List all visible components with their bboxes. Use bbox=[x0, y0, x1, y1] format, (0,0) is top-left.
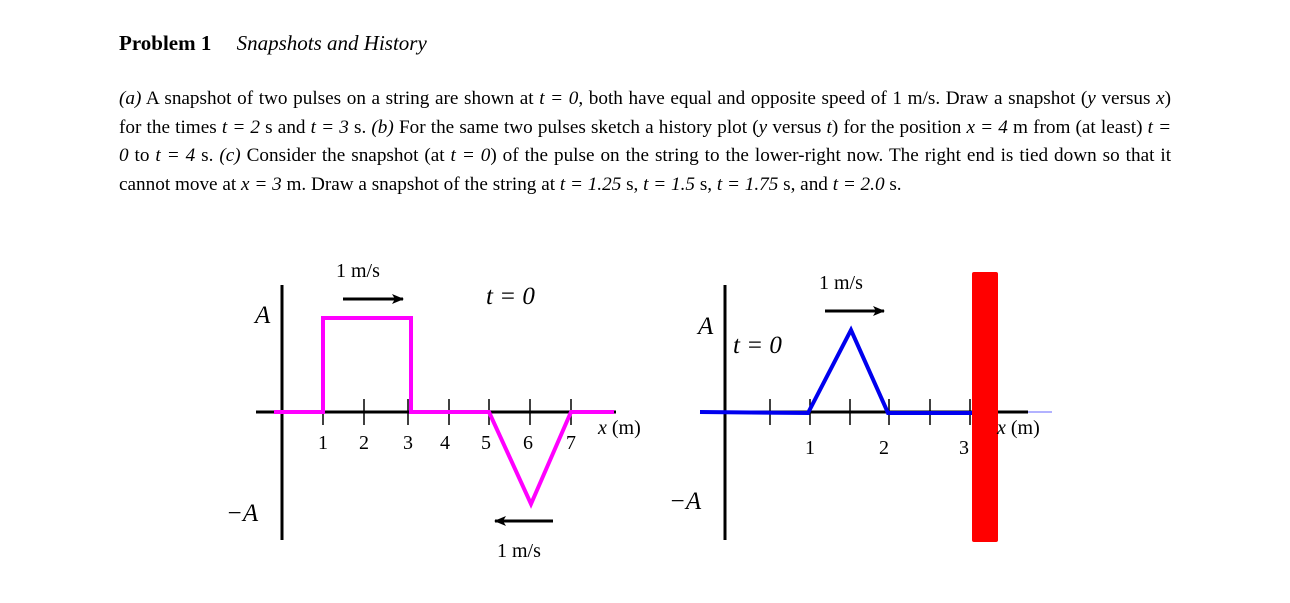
left-speed-left-label: 1 m/s bbox=[497, 540, 541, 562]
text-segment: ) of the pulse on the string to the lower-right now. The right end is tied down so that it cannot move at bbox=[119, 145, 1172, 195]
left-x-axis-label bbox=[597, 417, 641, 439]
tick-label-4: 4 bbox=[440, 432, 450, 454]
right-time-label: t = 0 bbox=[733, 332, 782, 359]
math: t = 4 bbox=[155, 145, 196, 166]
left-time-label: t = 0 bbox=[486, 283, 535, 310]
right-speed-label: 1 m/s bbox=[819, 272, 863, 294]
text-segment: s and bbox=[260, 116, 311, 138]
text-segment: s, bbox=[621, 173, 644, 195]
tick-label-3: 3 bbox=[403, 432, 413, 454]
text-segment: versus bbox=[767, 116, 827, 138]
part-b-label: (b) bbox=[371, 116, 394, 138]
right-y-neg-label: −A bbox=[669, 488, 702, 515]
text-segment: , both have equal and opposite speed of 1 m/s. Draw a snapshot ( bbox=[578, 88, 1088, 109]
text-segment: ) for the times bbox=[119, 88, 1172, 138]
math: t = 0 bbox=[119, 116, 1172, 166]
right-figure bbox=[669, 272, 1052, 542]
math: x = 4 bbox=[966, 116, 1008, 138]
math: t = 2.0 bbox=[832, 173, 885, 195]
left-y-neg-label: −A bbox=[226, 500, 259, 527]
figures bbox=[0, 255, 1290, 575]
text-segment: s, bbox=[695, 173, 717, 195]
part-a-label: (a) bbox=[119, 88, 142, 109]
math: x bbox=[1156, 88, 1165, 109]
text-segment: m. Draw a snapshot of the string at bbox=[281, 173, 560, 195]
left-speed-right-label: 1 m/s bbox=[336, 260, 380, 282]
tick-label-5: 5 bbox=[481, 432, 491, 454]
tick-label-6: 6 bbox=[523, 432, 533, 454]
math: t = 0 bbox=[450, 145, 491, 166]
left-figure bbox=[226, 260, 641, 562]
math: t = 2 bbox=[221, 116, 261, 138]
text-segment: A snapshot of two pulses on a string are shown at bbox=[141, 88, 540, 109]
math: t = 1.75 bbox=[716, 173, 779, 195]
tick-label-2: 2 bbox=[359, 432, 369, 454]
text-segment: Consider the snapshot (at bbox=[240, 145, 451, 166]
math: t = 3 bbox=[310, 116, 349, 138]
right-tick-label-3: 3 bbox=[959, 437, 969, 459]
math: y bbox=[758, 116, 768, 138]
text-segment: m from (at least) bbox=[1007, 116, 1148, 138]
math: t = 1.25 bbox=[559, 173, 622, 195]
text-segment: For the same two pulses sketch a history plot ( bbox=[393, 116, 759, 138]
text-segment: to bbox=[128, 145, 156, 166]
math: t bbox=[826, 116, 832, 138]
math: y bbox=[1087, 88, 1096, 109]
tick-label-7: 7 bbox=[566, 432, 576, 454]
left-y-pos-label: A bbox=[255, 302, 271, 329]
x-unit: (m) bbox=[1005, 417, 1040, 439]
problem-statement bbox=[119, 85, 1171, 199]
right-tick-label-2: 2 bbox=[879, 437, 889, 459]
right-tick-label-1: 1 bbox=[805, 437, 815, 459]
text-segment: versus bbox=[1095, 88, 1157, 109]
part-c-label: (c) bbox=[219, 145, 241, 166]
fixed-wall bbox=[972, 272, 998, 542]
x-var: x bbox=[598, 417, 607, 439]
math: x = 3 bbox=[241, 173, 282, 195]
problem-header bbox=[119, 31, 427, 56]
text-segment: s. bbox=[348, 116, 372, 138]
x-var: x bbox=[997, 417, 1006, 439]
right-x-axis-label bbox=[996, 417, 1040, 439]
text-segment: ) for the position bbox=[831, 116, 967, 138]
text-segment: s, and bbox=[778, 173, 833, 195]
text-segment: s. bbox=[195, 145, 220, 166]
math: t = 1.5 bbox=[643, 173, 696, 195]
problem-label: Problem 1 bbox=[119, 31, 212, 55]
tick-label-1: 1 bbox=[318, 432, 328, 454]
right-y-pos-label: A bbox=[698, 313, 714, 340]
problem-title: Snapshots and History bbox=[236, 31, 427, 55]
x-unit: (m) bbox=[606, 417, 641, 439]
text-segment: s. bbox=[884, 173, 902, 195]
math: t = 0 bbox=[539, 88, 579, 109]
